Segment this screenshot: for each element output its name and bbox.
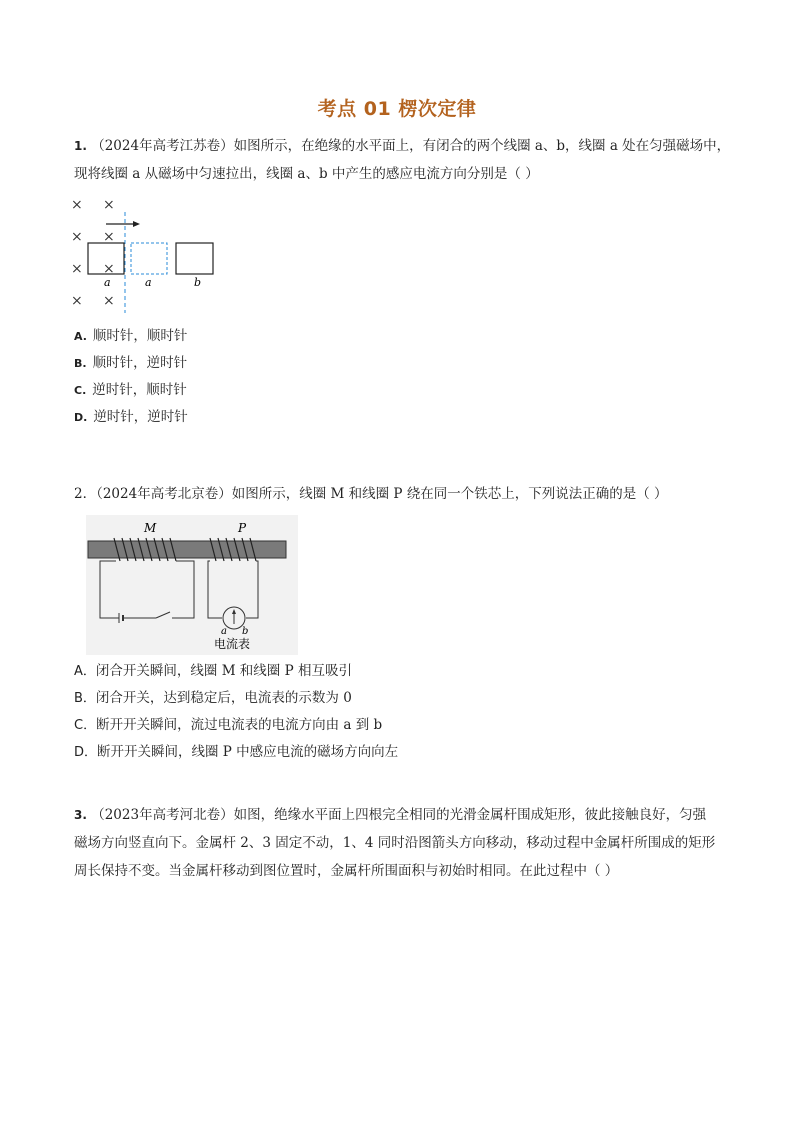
magnetic-field-crosses	[71, 197, 115, 309]
figure-background	[86, 515, 298, 655]
label-M: M	[144, 521, 157, 535]
cross-mark: ×	[71, 229, 83, 245]
question-2	[74, 480, 734, 508]
option-d[interactable]: D. 逆时针，逆时针	[74, 409, 188, 425]
question-number: 3.	[74, 808, 87, 822]
cross-mark: ×	[71, 197, 83, 213]
ammeter-label: 电流表	[214, 637, 251, 651]
cross-mark: ×	[71, 293, 83, 309]
label-a: a	[221, 626, 227, 637]
option-b[interactable]: B. 顺时针，逆时针	[74, 355, 188, 371]
question-text: （2024年高考北京卷）如图所示，线圈 M 和线圈 P 绕在同一个铁芯上，下列说法正确的是（ ）	[96, 486, 668, 502]
question-number: 2．	[74, 486, 97, 502]
label-a: a	[104, 276, 111, 289]
question-text: （2024年高考江苏卷）如图所示，在绝缘的水平面上，有闭合的两个线圈 a、b，线圈 a 处在匀强磁场中，	[91, 138, 731, 154]
label-P: P	[238, 521, 247, 535]
option-b[interactable]: B．闭合开关，达到稳定后，电流表的示数为 0	[74, 690, 352, 706]
iron-core	[88, 541, 286, 558]
option-a[interactable]: A．闭合开关瞬间，线圈 M 和线圈 P 相互吸引	[74, 663, 352, 679]
coil-b	[176, 243, 213, 274]
question-text: 现将线圈 a 从磁场中匀速拉出，线圈 a、b 中产生的感应电流方向分别是（ ）	[74, 166, 539, 182]
label-a: a	[145, 276, 152, 289]
q1-figure	[62, 190, 232, 315]
option-c[interactable]: C．断开开关瞬间，流过电流表的电流方向由 a 到 b	[74, 717, 383, 733]
question-text: 磁场方向竖直向下。金属杆 2、3 固定不动，1、4 同时沿图箭头方向移动，移动过程中金属杆所围成的矩形	[74, 835, 716, 851]
cross-mark: ×	[71, 261, 83, 277]
question-text: （2023年高考河北卷）如图，绝缘水平面上四根完全相同的光滑金属杆围成矩形，彼此接触良好，匀强	[91, 807, 707, 823]
cross-mark: ×	[103, 261, 115, 277]
question-1	[74, 132, 734, 188]
question-text: 周长保持不变。当金属杆移动到图位置时，金属杆所围面积与初始时相同。在此过程中（ ）	[74, 863, 619, 879]
q2-figure	[86, 515, 298, 655]
option-d[interactable]: D．断开开关瞬间，线圈 P 中感应电流的磁场方向向左	[74, 744, 399, 760]
cross-mark: ×	[103, 293, 115, 309]
question-3	[74, 801, 734, 885]
cross-mark: ×	[103, 229, 115, 245]
option-a[interactable]: A. 顺时针，顺时针	[74, 328, 188, 344]
coil-a-moved	[131, 243, 167, 274]
option-c[interactable]: C. 逆时针，顺时针	[74, 382, 187, 398]
arrow-head	[133, 221, 140, 227]
label-b: b	[242, 626, 249, 637]
question-number: 1.	[74, 139, 87, 153]
cross-mark: ×	[103, 197, 115, 213]
label-b: b	[194, 276, 202, 289]
page-title: 考点 01 楞次定律	[317, 98, 477, 120]
